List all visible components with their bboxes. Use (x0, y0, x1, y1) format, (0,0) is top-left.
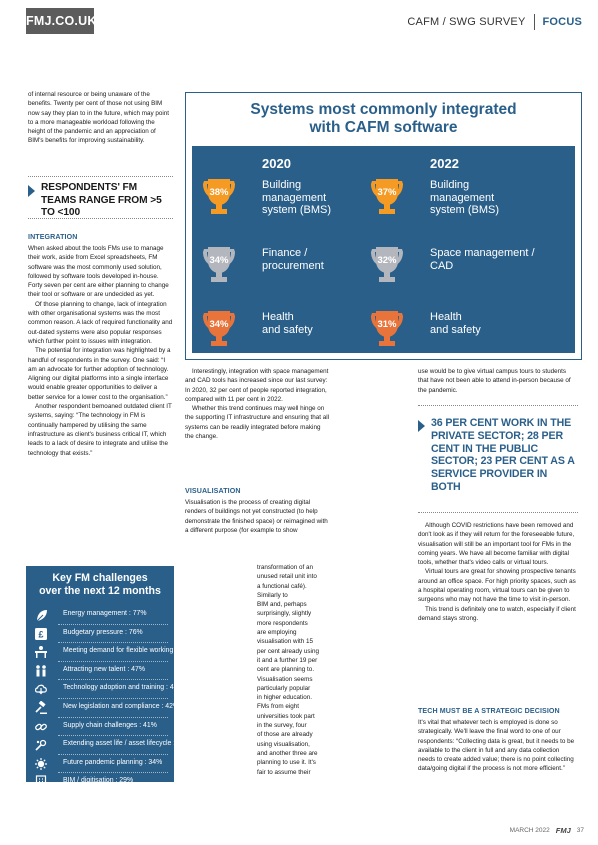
challenge-item (26, 718, 174, 737)
divider (418, 512, 578, 513)
text-line: more respondents (257, 619, 308, 627)
panel-title: Key FM challenges over the next 12 months (39, 572, 161, 597)
integration-section (28, 233, 173, 458)
body-paragraph: Whether this trend continues may well hinge on the supporting IT infrastructure and ensuring that all systems can be readily integrated before making the change. (185, 405, 330, 441)
challenge-item (26, 680, 184, 699)
infographic-title: Systems most commonly integrated with CAFM software (250, 101, 517, 136)
issue-date: MARCH 2022 (509, 827, 550, 834)
column-3 (418, 367, 578, 395)
key-challenges-panel (26, 566, 193, 785)
pull-quote: 36 PER CENT WORK IN THE PRIVATE SECTOR; 28 PER CENT IN THE PUBLIC SECTOR; 23 PER CENT AS A SERVICE PROVIDER IN BOTH (418, 417, 578, 494)
subheading: INTEGRATION (28, 233, 78, 241)
body-paragraph: Visualisation is the process of creating digital renders of buildings not yet constructed (to help demonstrate the finished space) or reimagined with a different purpose (for example to show (185, 499, 328, 534)
challenge-label: Extending asset life / asset lifecycle : 39% (63, 740, 191, 748)
percentage-label: 32% (377, 255, 397, 266)
visualisation-section (185, 487, 330, 535)
people-icon (34, 664, 48, 678)
page-footer (510, 826, 584, 835)
challenge-label: Technology adoption and training : 43% (63, 684, 184, 692)
column-1 (28, 90, 173, 146)
body-paragraph: Virtual tours are great for showing prospective tenants around an office space. For high priority spaces, such as a hospital operating room, virtual tours can be given to surgeons who may not have the time to visit in-person. (418, 568, 576, 604)
body-paragraph: Of those planning to change, lack of integration with other organisational systems was the most common reason. A lack of required functionality and out-dated systems were also popular responses which further point to issues with integration. (28, 300, 173, 345)
infographic-panel (192, 146, 575, 353)
percentage-label: 34% (209, 255, 229, 266)
virus-icon (34, 757, 48, 771)
challenge-list (26, 606, 193, 792)
challenge-item (26, 606, 174, 625)
systems-infographic (185, 92, 582, 360)
building-icon (34, 775, 48, 789)
year-2022: 2022 (430, 156, 459, 171)
text-line: surprisingly, slightly (257, 610, 312, 618)
body-paragraph: It's vital that whatever tech is employed is done so strategically. We'll leave the final word to one of our respondents: “Collecting data is great, but it needs to be available to the client in full and any data collection needs to create added value; there is no point collecting data/going digital if the process is not more efficient.” (418, 719, 575, 773)
text-line: and another three are (257, 749, 318, 757)
text-line: per cent already using (257, 647, 319, 655)
challenge-item (26, 736, 191, 755)
text-line: unused retail unit into (257, 573, 317, 581)
body-paragraph: This trend is definitely one to watch, especially if client demand stays strong. (418, 605, 576, 622)
text-line: planning to use it. It's (257, 759, 316, 767)
leaf-icon (34, 608, 48, 622)
challenge-label: Meeting demand for flexible working : 63% (63, 647, 193, 655)
divider (418, 405, 578, 406)
text-line: visualisation with 15 (257, 638, 314, 646)
year-2020: 2020 (262, 156, 291, 171)
percentage-label: 37% (377, 187, 397, 198)
page-number: 37 (576, 827, 584, 834)
text-line: a functional café). (257, 582, 307, 590)
system-name: Health and safety (430, 311, 481, 336)
percentage-label: 31% (377, 319, 397, 330)
body-paragraph: use would be to give virtual campus tours to students that have not been able to attend in-person because of the pandemic. (418, 368, 571, 394)
subheading: TECH MUST BE A STRATEGIC DECISION (418, 707, 560, 715)
percentage-label: 34% (209, 319, 229, 330)
challenge-label: Future pandemic planning : 34% (63, 758, 163, 766)
column-3-body (418, 521, 578, 623)
triangle-icon (28, 185, 35, 197)
cloud-download-icon (34, 682, 48, 696)
challenge-item (26, 625, 174, 644)
divider (28, 218, 173, 219)
challenge-label: New legislation and compliance : 42% (63, 702, 180, 710)
text-line: in the survey, four (257, 722, 307, 730)
text-line: cent are planning to. (257, 666, 315, 674)
subheading: VISUALISATION (185, 487, 241, 495)
survey-label: CAFM / SWG SURVEY (407, 16, 526, 28)
text-line: in higher education. (257, 694, 312, 702)
percentage-label: 38% (209, 187, 229, 198)
desk-icon (34, 645, 48, 659)
intro-paragraph: of internal resource or being unaware of the benefits. Twenty per cent of those not using BIM now say they plan to in the future, which may point to a more manageable workload following the height of the pandemic and an appreciation of BIM's benefits for improving sustainability. (28, 91, 170, 145)
wrench-gear-icon (34, 738, 48, 752)
challenge-item (26, 643, 193, 662)
pound-icon (34, 627, 48, 641)
svg-text:£: £ (38, 629, 44, 640)
header-divider (534, 14, 535, 30)
wrapped-text (257, 563, 337, 777)
section-header (407, 14, 582, 30)
text-line: FMs from eight (257, 703, 299, 711)
challenge-label: Budgetary pressure : 76% (63, 628, 143, 636)
text-line: particularly popular (257, 684, 311, 692)
challenge-item (26, 773, 174, 792)
divider (28, 176, 173, 177)
gavel-icon (34, 701, 48, 715)
body-paragraph: When asked about the tools FMs use to manage their work, aside from Excel spreadsheets, FM software was the most commonly used solution, followed by software tools developed in-house. Forty seven per cent are either planning to change their tool or software or are undecided as yet. (28, 245, 169, 299)
triangle-icon (418, 420, 425, 432)
system-name: Finance / procurement (262, 247, 324, 272)
challenge-item (26, 755, 174, 774)
brand-mark: FMJ (555, 826, 571, 835)
challenge-label: Supply chain challenges : 41% (63, 721, 157, 729)
text-line: of those are already (257, 731, 313, 739)
body-paragraph: Although COVID restrictions have been removed and don't look as if they will return for the foreseeable future, visualisation will still be an important tool for FMs in the coming years. We have all become familiar with digital tools, whether that's video calls or virtual tours. (418, 522, 575, 567)
challenge-item (26, 662, 174, 681)
body-paragraph: Another respondent bemoaned outdated client IT systems, saying: “The technology in FM is continually hampered by utilising the same infrastructure as client's business critical IT, which leads to a lack of desire to integrate and utilise the technology that exists.” (28, 403, 172, 457)
chain-link-icon (34, 720, 48, 734)
challenge-item (26, 699, 180, 718)
site-logo: FMJ.CO.UK (26, 8, 94, 34)
challenge-label: Attracting new talent : 47% (63, 665, 145, 673)
text-line: it and a further 19 per (257, 656, 318, 664)
pull-quote: RESPONDENTS' FM TEAMS RANGE FROM >5 TO <100 (28, 182, 173, 220)
system-name: Space management / CAD (430, 247, 535, 272)
system-name: Building management system (BMS) (430, 179, 500, 216)
text-line: transformation of an (257, 564, 314, 571)
text-line: BIM and, perhaps (257, 601, 307, 609)
text-line: universities took part (257, 712, 315, 720)
challenge-label: Energy management : 77% (63, 610, 147, 617)
system-name: Building management system (BMS) (262, 179, 332, 216)
text-line: fair to assume their (257, 768, 311, 776)
body-paragraph: Interestingly, integration with space management and CAD tools has increased since our last survey: In 2020, 32 per cent of people reported integration, compared with 11 per cent in 2022. (185, 368, 329, 403)
challenge-label: BIM / digitisation : 29% (63, 777, 134, 785)
section-label: FOCUS (542, 16, 582, 28)
column-2 (185, 367, 330, 441)
text-line: using visualisation, (257, 740, 310, 748)
text-line: Visualisation seems (257, 675, 313, 683)
system-name: Health and safety (262, 311, 313, 336)
text-line: are employing (257, 629, 297, 637)
text-line: Similarly to (257, 591, 288, 599)
strategic-section (418, 707, 578, 774)
body-paragraph: The potential for integration was highlighted by a handful of respondents in the survey. One said: “I am an advocate for further adoption of technology. Aligning our digital platforms into a single interface would enable greater opportunities to deliver a better service for a lower cost to the organisation.” (28, 347, 171, 401)
